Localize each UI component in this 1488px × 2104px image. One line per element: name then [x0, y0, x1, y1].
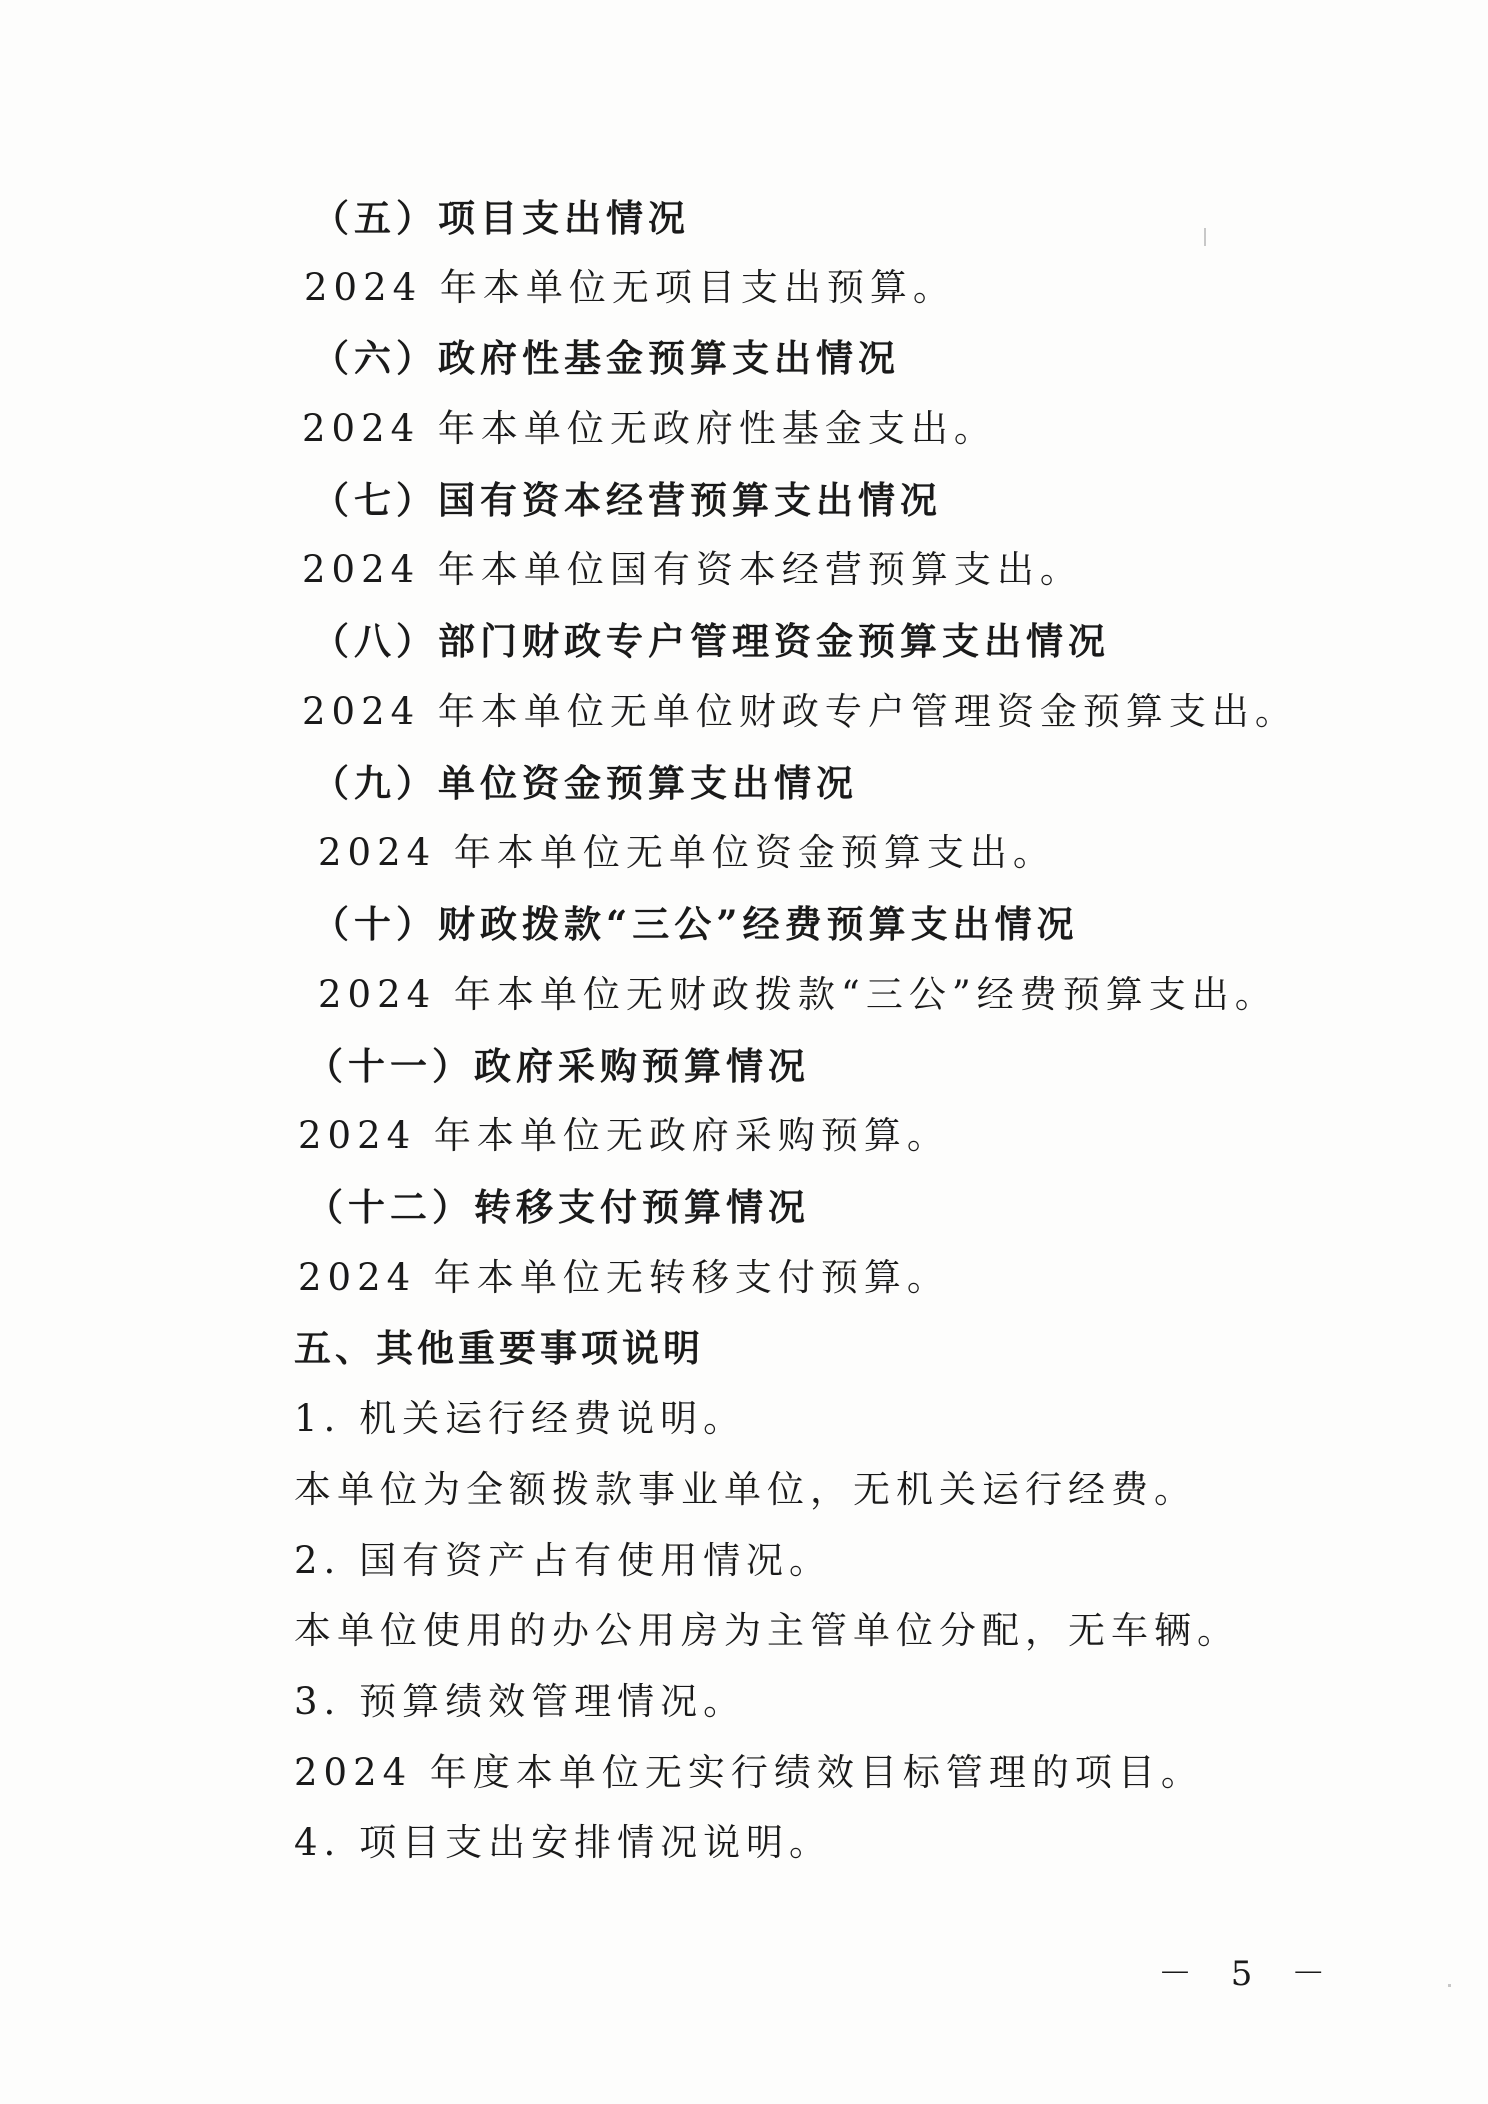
item-state-assets-body: 本单位使用的办公用房为主管单位分配，无车辆。 — [294, 1609, 1240, 1652]
heading-project-expenditure: （五）项目支出情况 — [312, 196, 690, 240]
body-transfer-payment: 2024 年本单位无转移支付预算。 — [298, 1256, 950, 1299]
scan-speck — [1204, 228, 1206, 246]
section-other-matters: 五、其他重要事项说明 — [294, 1327, 704, 1370]
heading-transfer-payment: （十二）转移支付预算情况 — [306, 1185, 810, 1229]
body-government-fund: 2024 年本单位无政府性基金支出。 — [302, 407, 997, 450]
body-three-public: 2024 年本单位无财政拨款“三公”经费预算支出。 — [318, 973, 1278, 1016]
page-number: － 5 － — [1158, 1954, 1340, 1994]
item-performance-title: 3. 预算绩效管理情况。 — [294, 1680, 747, 1723]
heading-government-fund: （六）政府性基金预算支出情况 — [312, 336, 900, 380]
body-procurement: 2024 年本单位无政府采购预算。 — [298, 1114, 950, 1157]
body-special-account: 2024 年本单位无单位财政专户管理资金预算支出。 — [302, 690, 1298, 733]
body-unit-funds: 2024 年本单位无单位资金预算支出。 — [318, 831, 1056, 874]
item-project-arrangement-title: 4. 项目支出安排情况说明。 — [294, 1821, 833, 1864]
scan-speck — [1448, 1984, 1451, 1987]
body-project-expenditure: 2024 年本单位无项目支出预算。 — [304, 266, 956, 309]
heading-state-capital: （七）国有资本经营预算支出情况 — [312, 478, 942, 522]
item-performance-body: 2024 年度本单位无实行绩效目标管理的项目。 — [294, 1751, 1204, 1794]
item-state-assets-title: 2. 国有资产占有使用情况。 — [294, 1539, 833, 1582]
body-state-capital: 2024 年本单位国有资本经营预算支出。 — [302, 548, 1083, 591]
heading-procurement: （十一）政府采购预算情况 — [306, 1044, 810, 1088]
item-operating-expenses-title: 1. 机关运行经费说明。 — [294, 1397, 747, 1440]
item-operating-expenses-body: 本单位为全额拨款事业单位，无机关运行经费。 — [294, 1468, 1197, 1511]
heading-three-public: （十）财政拨款“三公”经费预算支出情况 — [312, 902, 1079, 946]
heading-special-account: （八）部门财政专户管理资金预算支出情况 — [312, 619, 1110, 663]
heading-unit-funds: （九）单位资金预算支出情况 — [312, 761, 858, 805]
